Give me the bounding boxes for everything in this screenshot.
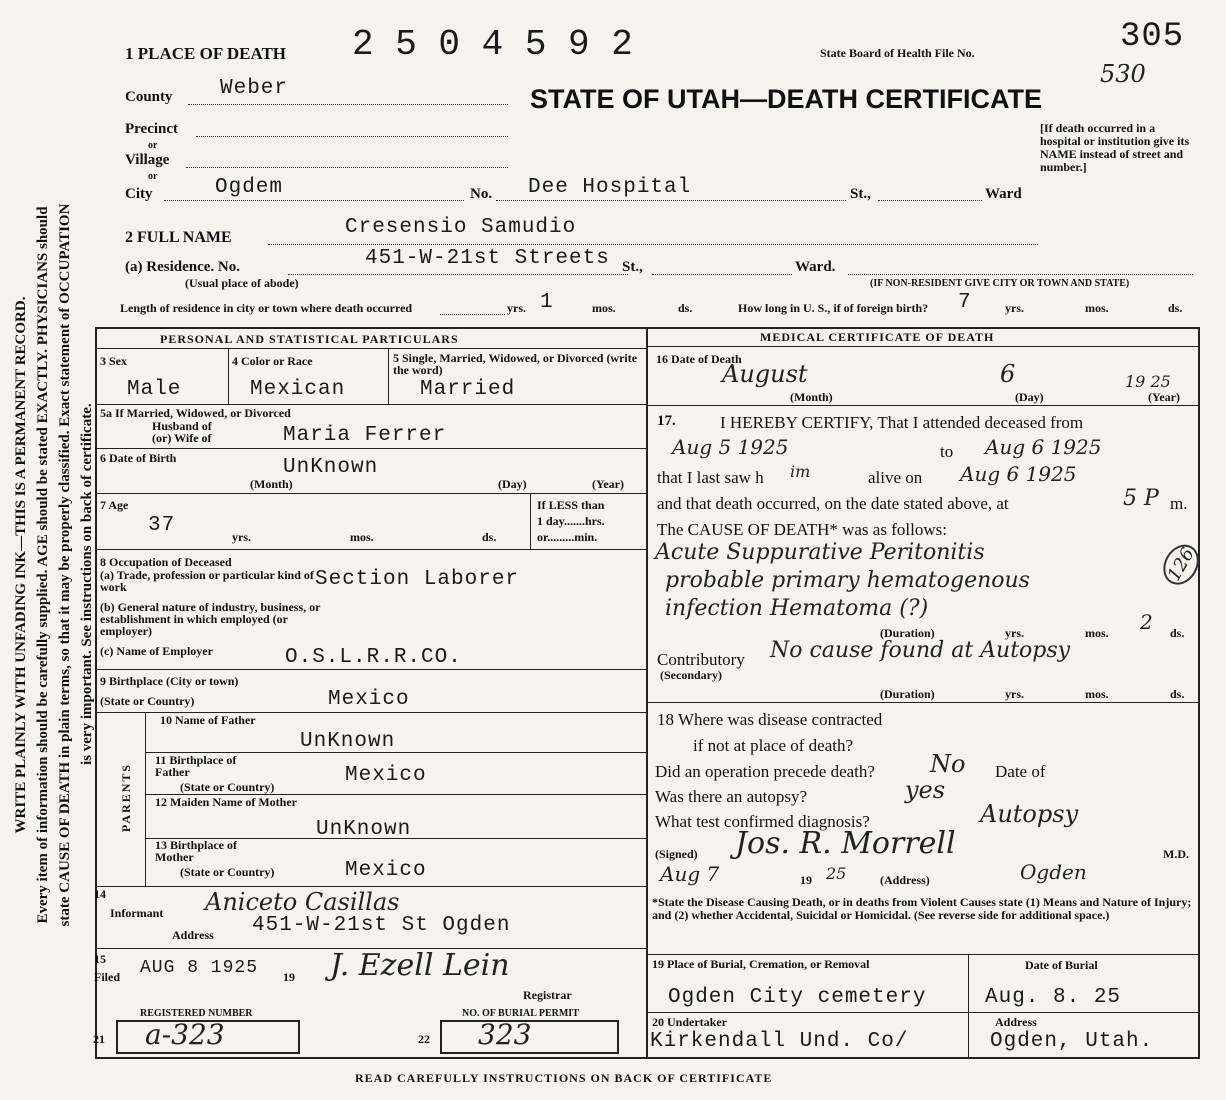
- birthplace-label: 9 Birthplace (City or town): [100, 674, 239, 688]
- full-name-label: 2 FULL NAME: [125, 229, 232, 246]
- father-name-value: UnKnown: [300, 730, 396, 753]
- marital-value: Married: [420, 378, 516, 401]
- duration-label-1: (Duration): [880, 626, 935, 640]
- signed-year: 25: [826, 864, 847, 883]
- cause-footnote: *State the Disease Causing Death, or in deaths from Violent Causes state (1) Means and Nature of Injury; and (2) whether Accidental, Suicidal or Homicidal. (See reverse side for additional space.): [652, 895, 1192, 922]
- less-day-hrs-label: 1 day.......hrs.: [537, 514, 605, 528]
- mother-name-value: UnKnown: [316, 818, 412, 841]
- burial-date-value: Aug. 8. 25: [985, 986, 1122, 1009]
- place-of-death-label: 1 PLACE OF DEATH: [125, 44, 287, 63]
- alive-on-label: alive on: [868, 468, 923, 487]
- signed-year-prefix: 19: [800, 873, 812, 887]
- attended-to-label: to: [940, 442, 954, 461]
- registered-number-label: REGISTERED NUMBER: [140, 1008, 253, 1019]
- father-birth-sub-label: (State or Country): [180, 780, 275, 794]
- informant-number: 14: [94, 887, 106, 901]
- dob-label: 6 Date of Birth: [100, 451, 177, 465]
- age-yrs-label: yrs.: [232, 530, 251, 544]
- dob-value: UnKnown: [283, 456, 379, 479]
- spouse-label: 5a If Married, Widowed, or Divorced: [100, 406, 291, 420]
- death-date-year: 19 25: [1125, 372, 1171, 391]
- attended-from-date: Aug 5 1925: [672, 435, 789, 459]
- registrar-signature: J. Ezell Lein: [330, 948, 510, 983]
- alive-on-date: Aug 6 1925: [960, 462, 1077, 486]
- race-value: Mexican: [250, 378, 346, 401]
- county-label: County: [125, 89, 173, 105]
- duration-yrs-label-1: yrs.: [1005, 626, 1024, 640]
- hospital-value: Dee Hospital: [528, 176, 692, 199]
- us-mos-label: mos.: [1085, 301, 1109, 315]
- wife-of-label: (or) Wife of: [152, 431, 212, 445]
- length-yrs-value: 1: [540, 291, 554, 314]
- physician-address-label: (Address): [880, 873, 930, 887]
- us-residence-label: How long in U. S., if of foreign birth?: [738, 301, 929, 315]
- operation-label: Did an operation precede death?: [655, 762, 875, 781]
- duration-days-value: 2: [1140, 610, 1153, 634]
- cause-line-1: Acute Suppurative Peritonitis: [655, 540, 985, 565]
- file-no-hand: 530: [1100, 60, 1146, 88]
- attended-to-date: Aug 6 1925: [985, 435, 1102, 459]
- birthplace-value: Mexico: [328, 688, 410, 711]
- sex-value: Male: [127, 378, 182, 401]
- burial-place-label: 19 Place of Burial, Cremation, or Removal: [652, 957, 870, 971]
- age-label: 7 Age: [100, 498, 129, 512]
- st-label: St.,: [850, 186, 871, 202]
- physician-address: Ogden: [1020, 860, 1087, 884]
- death-year-label: (Year): [1148, 390, 1180, 404]
- hospital-note: [If death occurred in a hospital or institution give its NAME instead of street and number.]: [1040, 121, 1190, 174]
- less-than-label: If LESS than: [537, 498, 605, 512]
- age-ds-label: ds.: [482, 530, 497, 544]
- physician-signature: Jos. R. Morrell: [735, 826, 956, 861]
- test-value: Autopsy: [980, 800, 1079, 828]
- death-date-day: 6: [1000, 360, 1016, 388]
- trade-label: (a) Trade, profession or particular kind of work: [100, 568, 314, 594]
- death-date-label: 16 Date of Death: [656, 352, 742, 366]
- file-no-label: State Board of Health File No.: [820, 46, 975, 60]
- certify-number: 17.: [657, 413, 676, 429]
- secondary-label: (Secondary): [660, 668, 722, 682]
- race-label: 4 Color or Race: [232, 354, 313, 368]
- or-label-2: or: [148, 171, 158, 182]
- duration-yrs-label-2: yrs.: [1005, 687, 1024, 701]
- residence-st-label: St.,: [622, 259, 643, 275]
- side-line-3: state CAUSE OF DEATH in plain terms, so that it may be properly classified. Exact statement of OCCUPATION: [57, 203, 73, 927]
- last-saw-label: that I last saw h: [657, 468, 764, 487]
- undertaker-address-value: Ogden, Utah.: [990, 1030, 1154, 1053]
- burial-permit-label: NO. OF BURIAL PERMIT: [462, 1008, 579, 1019]
- certificate-title: STATE OF UTAH—DEATH CERTIFICATE: [530, 84, 1042, 114]
- death-occurred-time: 5 P: [1123, 486, 1159, 511]
- dob-month-label: (Month): [250, 477, 293, 491]
- mother-birth-value: Mexico: [345, 859, 427, 882]
- registered-number-prefix: 21: [93, 1032, 105, 1046]
- duration-ds-label-2: ds.: [1170, 687, 1185, 701]
- or-label-1: or: [148, 140, 158, 151]
- less-min-label: or.........min.: [537, 530, 598, 544]
- registrar-label: Registrar: [523, 988, 572, 1002]
- death-occurred-suffix: m.: [1170, 494, 1188, 513]
- contributory-label: Contributory: [657, 650, 745, 669]
- contributory-value: No cause found at Autopsy: [770, 638, 1071, 663]
- burial-date-label: Date of Burial: [1025, 958, 1098, 972]
- cause-line-3: infection Hematoma (?): [665, 596, 929, 621]
- undertaker-label: 20 Undertaker: [652, 1015, 727, 1029]
- contracted-label: 18 Where was disease contracted: [657, 710, 883, 729]
- filed-date: AUG 8 1925: [140, 958, 259, 978]
- sex-label: 3 Sex: [100, 354, 127, 368]
- burial-permit-value: 323: [478, 1018, 532, 1051]
- precinct-label: Precinct: [125, 121, 179, 137]
- employer-value: O.S.L.R.R.CO.: [285, 646, 462, 669]
- age-value: 37: [148, 514, 176, 537]
- industry-label: (b) General nature of industry, business, or establishment in which employed (or employer): [100, 600, 321, 638]
- death-occurred-label: and that death occurred, on the date stated above, at: [657, 494, 1009, 513]
- residence-ward-label: Ward.: [795, 259, 836, 275]
- mother-birth-sub-label: (State or Country): [180, 865, 275, 879]
- dob-day-label: (Day): [498, 477, 527, 491]
- cause-line-2: probable primary hematogenous: [665, 568, 1030, 593]
- certify-text: I HEREBY CERTIFY, That I attended deceased from: [720, 413, 1084, 432]
- father-birth-value: Mexico: [345, 764, 427, 787]
- us-ds-label: ds.: [1168, 301, 1183, 315]
- if-not-label: if not at place of death?: [693, 736, 854, 755]
- county-value: Weber: [220, 77, 289, 100]
- duration-mos-label-2: mos.: [1085, 687, 1109, 701]
- duration-mos-label-1: mos.: [1085, 626, 1109, 640]
- informant-address-label: Address: [172, 928, 214, 942]
- length-yrs-label: yrs.: [507, 301, 526, 315]
- informant-address-value: 451-W-21st St Ogden: [252, 914, 511, 937]
- duration-label-2: (Duration): [880, 687, 935, 701]
- husband-of-label: Husband of: [152, 419, 212, 433]
- filed-year-suffix: 19: [283, 970, 295, 984]
- operation-value: No: [930, 750, 966, 778]
- autopsy-label: Was there an autopsy?: [655, 787, 808, 806]
- side-line-4: is very important. See instructions on back of certificate.: [79, 403, 95, 765]
- signed-date: Aug 7: [660, 862, 720, 886]
- residence-value: 451-W-21st Streets: [365, 247, 610, 270]
- side-line-1: WRITE PLAINLY WITH UNFADING INK—THIS IS A PERMANENT RECORD.: [13, 296, 29, 834]
- cause-code: 126: [1156, 538, 1206, 591]
- occupation-label: 8 Occupation of Deceased: [100, 555, 232, 569]
- father-name-label: 10 Name of Father: [160, 713, 256, 727]
- certificate-number: 2 5 0 4 5 9 2: [352, 24, 633, 65]
- no-label: No.: [470, 186, 493, 202]
- md-label: M.D.: [1163, 847, 1189, 861]
- employer-label: (c) Name of Employer: [100, 644, 213, 658]
- ward-label: Ward: [985, 186, 1022, 202]
- filed-label: Filed: [94, 970, 120, 984]
- death-date-month: August: [722, 360, 808, 388]
- us-yrs-label: yrs.: [1005, 301, 1024, 315]
- burial-place-value: Ogden City cemetery: [668, 986, 927, 1009]
- usual-place-note: (Usual place of abode): [185, 276, 299, 290]
- duration-ds-label-1: ds.: [1170, 626, 1185, 640]
- registered-number-value: a-323: [145, 1018, 225, 1051]
- death-day-label: (Day): [1015, 390, 1044, 404]
- us-yrs-value: 7: [958, 291, 972, 314]
- signed-label: (Signed): [655, 847, 698, 861]
- village-label: Village: [125, 152, 170, 168]
- test-label: What test confirmed diagnosis?: [655, 812, 870, 831]
- autopsy-value: yes: [905, 776, 946, 804]
- personal-section-title: PERSONAL AND STATISTICAL PARTICULARS: [160, 332, 459, 346]
- burial-permit-prefix: 22: [418, 1032, 430, 1046]
- nonresident-note: (IF NON-RESIDENT GIVE CITY OR TOWN AND STATE): [870, 278, 1130, 289]
- length-ds-label: ds.: [678, 301, 693, 315]
- side-instructions: [10, 65, 95, 1065]
- city-label: City: [125, 186, 153, 202]
- city-value: Ogdem: [215, 176, 284, 199]
- dob-year-label: (Year): [592, 477, 624, 491]
- cause-label: The CAUSE OF DEATH* was as follows:: [657, 520, 947, 539]
- marital-label: 5 Single, Married, Widowed, or Divorced (write the word): [393, 351, 638, 377]
- medical-section-title: MEDICAL CERTIFICATE OF DEATH: [760, 330, 995, 344]
- residence-label: (a) Residence. No.: [125, 259, 240, 275]
- file-no: 305: [1120, 18, 1185, 56]
- informant-label: Informant: [110, 906, 164, 920]
- full-name-value: Cresensio Samudio: [345, 216, 577, 239]
- side-line-2: Every item of information should be carefully supplied. AGE should be stated EXACTLY. PHYSICIANS should: [35, 206, 51, 924]
- parents-label: PARENTS: [119, 762, 134, 833]
- last-saw-pronoun: im: [790, 462, 811, 481]
- informant-signature: Aniceto Casillas: [205, 888, 400, 916]
- operation-date-label: Date of: [995, 762, 1046, 781]
- length-residence-label: Length of residence in city or town where death occurred: [120, 301, 413, 315]
- footer-instructions: READ CAREFULLY INSTRUCTIONS ON BACK OF CERTIFICATE: [355, 1071, 773, 1085]
- birthplace-state-label: (State or Country): [100, 694, 195, 708]
- mother-birth-label: 13 Birthplace of Mother: [155, 838, 237, 864]
- undertaker-address-label: Address: [995, 1015, 1037, 1029]
- mother-name-label: 12 Maiden Name of Mother: [155, 795, 297, 809]
- occupation-value: Section Laborer: [315, 568, 520, 591]
- filed-number: 15: [94, 952, 106, 966]
- death-month-label: (Month): [790, 390, 833, 404]
- father-birth-label: 11 Birthplace of Father: [155, 753, 237, 779]
- length-mos-label: mos.: [592, 301, 616, 315]
- spouse-value: Maria Ferrer: [283, 424, 447, 447]
- undertaker-value: Kirkendall Und. Co/: [650, 1030, 909, 1053]
- age-mos-label: mos.: [350, 530, 374, 544]
